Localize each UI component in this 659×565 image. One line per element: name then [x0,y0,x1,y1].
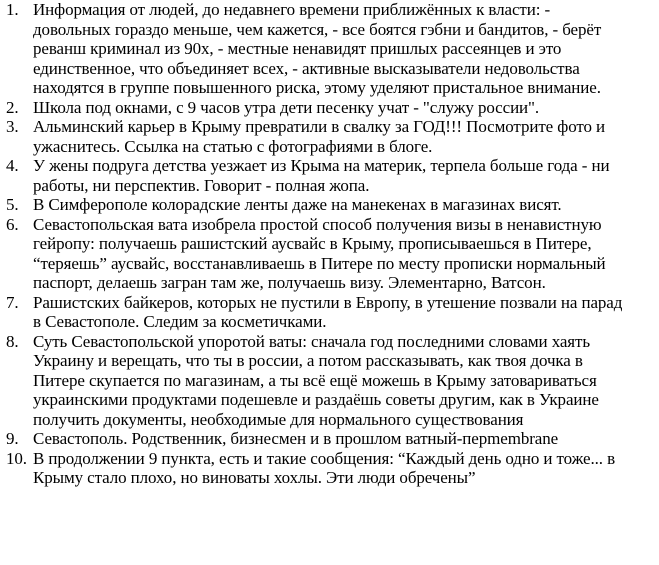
item-text: Школа под окнами, с 9 часов утра дети песенку учат - "служу россии". [33,97,540,117]
list-item [6,98,649,118]
item-text: В Симферополе колорадские ленты даже на манекенах в магазинах висят. [33,195,562,214]
list-item [6,117,649,156]
item-text: Севастопольская вата изобрела простой способ получения визы в ненавистную гейропу: получаешь рашистский аусвайс в Крыму, прописываешься в Питере, “теряешь” аусвайс, восстанавливаешь в Питере по месту прописки нормальный паспорт, делаешь загран там же, получаешь визу. Элементарно, Ватсон. [33,214,606,292]
item-number: 4. [6,156,19,175]
item-number: 10. [6,448,27,468]
item-number: 1. [6,0,19,19]
list-item [6,449,649,488]
item-number: 2. [6,97,19,117]
list-item [6,195,649,215]
list-item [6,0,649,98]
item-text: Рашистских байкеров, которых не пустили в Европу, в утешение позвали на парад в Севастополе. Следим за косметичками. [33,292,623,331]
list-item [6,332,649,430]
item-text: У жены подруга детства уезжает из Крыма на материк, терпела больше года - ни работы, ни перспектив. Говорит - полная жопа. [33,156,610,195]
list-item [6,429,649,449]
item-number: 7. [6,292,19,312]
item-number: 5. [6,195,19,214]
item-text: Севастополь. Родственник, бизнесмен и в прошлом ватный-перmembrane [33,429,559,448]
item-text: В продолжении 9 пункта, есть и такие сообщения: “Каждый день одно и тоже... в Крыму стало плохо, но виноваты хохлы. Эти люди обречены” [33,448,616,487]
list-item [6,293,649,332]
item-number: 3. [6,117,19,136]
list-item [6,156,649,195]
item-number: 8. [6,331,19,351]
item-text: Суть Севастопольской упоротой ваты: сначала год последними словами хаять Украину и верещать, что ты в россии, а потом рассказывать, как твоя дочка в Питере скупается по магазинам, а ты всё ещё можешь в Крыму затовариваться украинскими продуктами подешевле и раздаёшь советы другим, как в Украине получить документы, необходимые для нормального существования [33,331,599,429]
item-number: 9. [6,429,19,448]
numbered-list [6,0,649,488]
list-item [6,215,649,293]
item-number: 6. [6,214,19,234]
item-text: Информация от людей, до недавнего времени приближённых к власти: - довольных гораздо меньше, чем кажется, - все боятся гэбни и бандитов, - берёт реванш криминал из 90х, - местные ненавидят пришлых рассеянцев и это единственное, что объединяет всех, - активные высказыватели недовольства находятся в группе повышенного риска, этому уделяют пристальное внимание. [33,0,602,97]
item-text: Альминский карьер в Крыму превратили в свалку за ГОД!!! Посмотрите фото и ужаснитесь. Ссылка на статью с фотографиями в блоге. [33,117,606,156]
